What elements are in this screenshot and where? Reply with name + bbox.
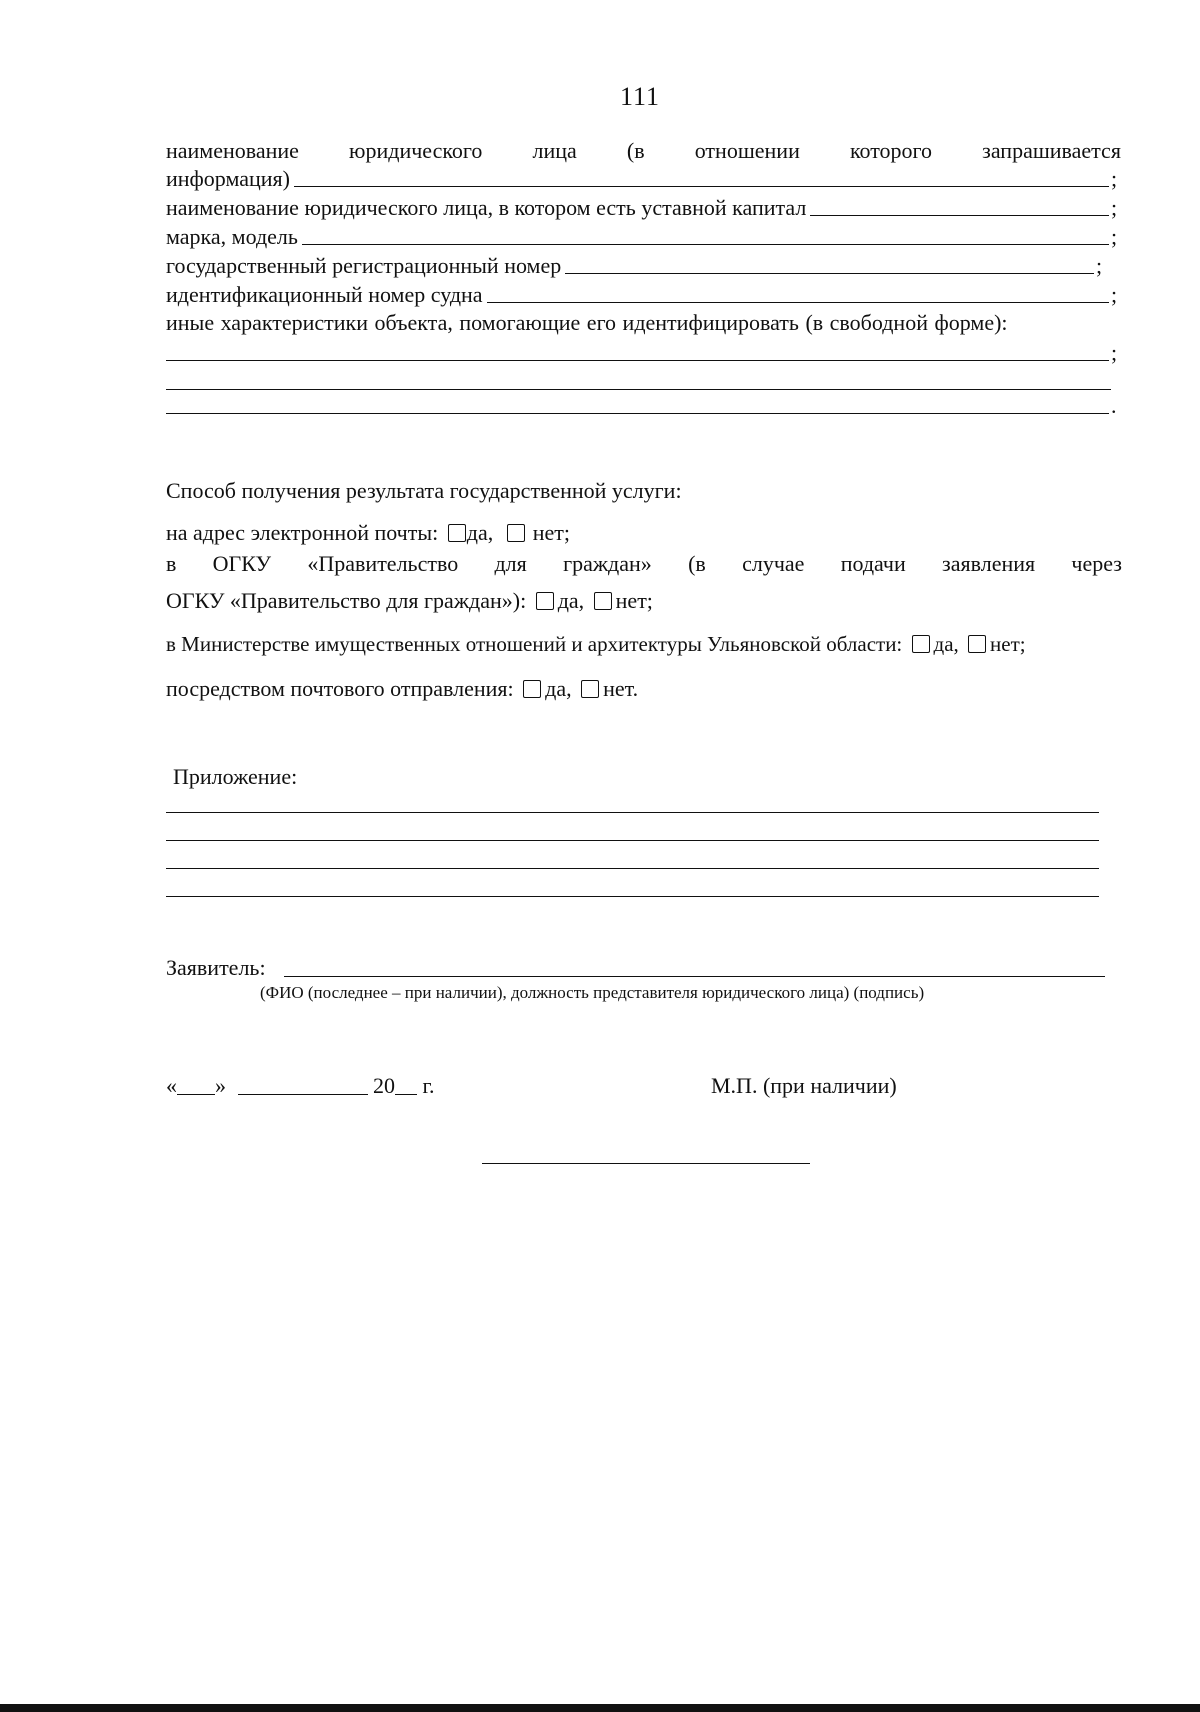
applicant-label: Заявитель:	[166, 955, 266, 980]
option-label: на адрес электронной почты:	[166, 520, 439, 545]
applicant-caption: (ФИО (последнее – при наличии), должность представителя юридического лица) (подпись)	[260, 983, 925, 1002]
year-suffix: г.	[422, 1073, 435, 1098]
no-checkbox[interactable]	[507, 524, 525, 542]
word: юридического	[349, 138, 483, 163]
applicant-signature-line[interactable]	[284, 975, 1105, 977]
brand-model-field[interactable]	[166, 222, 1121, 248]
other-characteristics-line-3[interactable]	[166, 391, 1121, 417]
semicolon: ;	[1111, 282, 1118, 307]
year-prefix: 20	[373, 1073, 395, 1098]
appendix-line-3[interactable]	[166, 867, 1099, 869]
option-label: ОГКУ «Правительство для граждан»):	[166, 588, 527, 613]
field-label: марка, модель	[166, 224, 298, 249]
period: .	[1111, 393, 1117, 418]
word: (в	[688, 551, 706, 576]
word: лица	[532, 138, 577, 163]
open-quote: «	[166, 1073, 177, 1098]
word: ОГКУ	[212, 551, 272, 576]
ogku-option-line	[166, 553, 1122, 575]
input-line[interactable]	[302, 243, 1109, 245]
semicolon: ;	[1096, 253, 1103, 278]
page-number: 111	[619, 82, 661, 111]
yes-checkbox[interactable]	[536, 592, 554, 610]
appendix-line-1[interactable]	[166, 811, 1099, 813]
ministry-option	[166, 634, 1026, 655]
yes-label: да,	[933, 632, 959, 656]
other-characteristics-line-2[interactable]	[166, 388, 1111, 390]
word: для	[494, 551, 527, 576]
input-line[interactable]	[166, 412, 1109, 414]
input-line[interactable]	[565, 272, 1094, 274]
field-label: государственный регистрационный номер	[166, 253, 562, 278]
yes-label: да,	[545, 676, 572, 701]
month-blank[interactable]	[238, 1076, 368, 1095]
other-characteristics-label: иные характеристики объекта, помогающие его идентифицировать (в свободной форме):	[166, 310, 1008, 335]
legal-entity-line	[166, 140, 1121, 162]
appendix-line-2[interactable]	[166, 839, 1099, 841]
closing-signature-line	[482, 1162, 810, 1164]
legal-entity-field[interactable]	[166, 164, 1121, 190]
word: подачи	[840, 551, 906, 576]
charter-capital-field[interactable]	[166, 193, 1121, 219]
yes-checkbox[interactable]	[448, 524, 466, 542]
field-label: наименование юридического лица, в котором есть уставной капитал	[166, 195, 807, 220]
year-blank[interactable]	[395, 1076, 417, 1095]
input-line[interactable]	[166, 359, 1109, 361]
vessel-id-field[interactable]	[166, 280, 1121, 306]
email-option	[166, 522, 570, 544]
yes-label: да,	[466, 520, 494, 545]
day-blank[interactable]	[177, 1076, 215, 1095]
field-label: информация)	[166, 166, 290, 191]
word: заявления	[942, 551, 1036, 576]
option-label: посредством почтового отправления:	[166, 676, 514, 701]
word: наименование	[166, 138, 299, 163]
yes-checkbox[interactable]	[523, 680, 541, 698]
no-label: нет;	[615, 588, 653, 613]
word: «Правительство	[307, 551, 459, 576]
semicolon: ;	[1111, 166, 1118, 191]
post-option	[166, 678, 638, 700]
semicolon: ;	[1111, 224, 1118, 249]
word: в	[166, 551, 177, 576]
appendix-label: Приложение:	[173, 764, 298, 789]
ogku-option	[166, 590, 653, 612]
receipt-method-title: Способ получения результата государственной услуги:	[166, 478, 682, 503]
yes-label: да,	[557, 588, 585, 613]
close-quote: »	[215, 1073, 226, 1098]
semicolon: ;	[1111, 195, 1118, 220]
word: через	[1071, 551, 1122, 576]
input-line[interactable]	[487, 301, 1109, 303]
word: случае	[742, 551, 805, 576]
yes-checkbox[interactable]	[912, 635, 930, 653]
no-label: нет;	[532, 520, 570, 545]
word: граждан»	[563, 551, 652, 576]
word: отношении	[694, 138, 800, 163]
no-label: нет.	[603, 676, 639, 701]
input-line[interactable]	[294, 185, 1109, 187]
no-label: нет;	[990, 632, 1026, 656]
other-characteristics-line-1[interactable]	[166, 338, 1121, 364]
stamp-label: М.П. (при наличии)	[711, 1073, 897, 1098]
scan-edge	[0, 1704, 1200, 1712]
appendix-line-4[interactable]	[166, 895, 1099, 897]
no-checkbox[interactable]	[581, 680, 599, 698]
date-line	[166, 1075, 435, 1097]
reg-number-field[interactable]	[166, 251, 1106, 277]
option-label: в Министерстве имущественных отношений и архитектуры Ульяновской области:	[166, 632, 903, 656]
semicolon: ;	[1111, 340, 1118, 365]
word: (в	[626, 138, 645, 163]
field-label: идентификационный номер судна	[166, 282, 483, 307]
word: запрашивается	[982, 138, 1121, 163]
no-checkbox[interactable]	[968, 635, 986, 653]
no-checkbox[interactable]	[594, 592, 612, 610]
word: которого	[849, 138, 933, 163]
input-line[interactable]	[810, 214, 1109, 216]
